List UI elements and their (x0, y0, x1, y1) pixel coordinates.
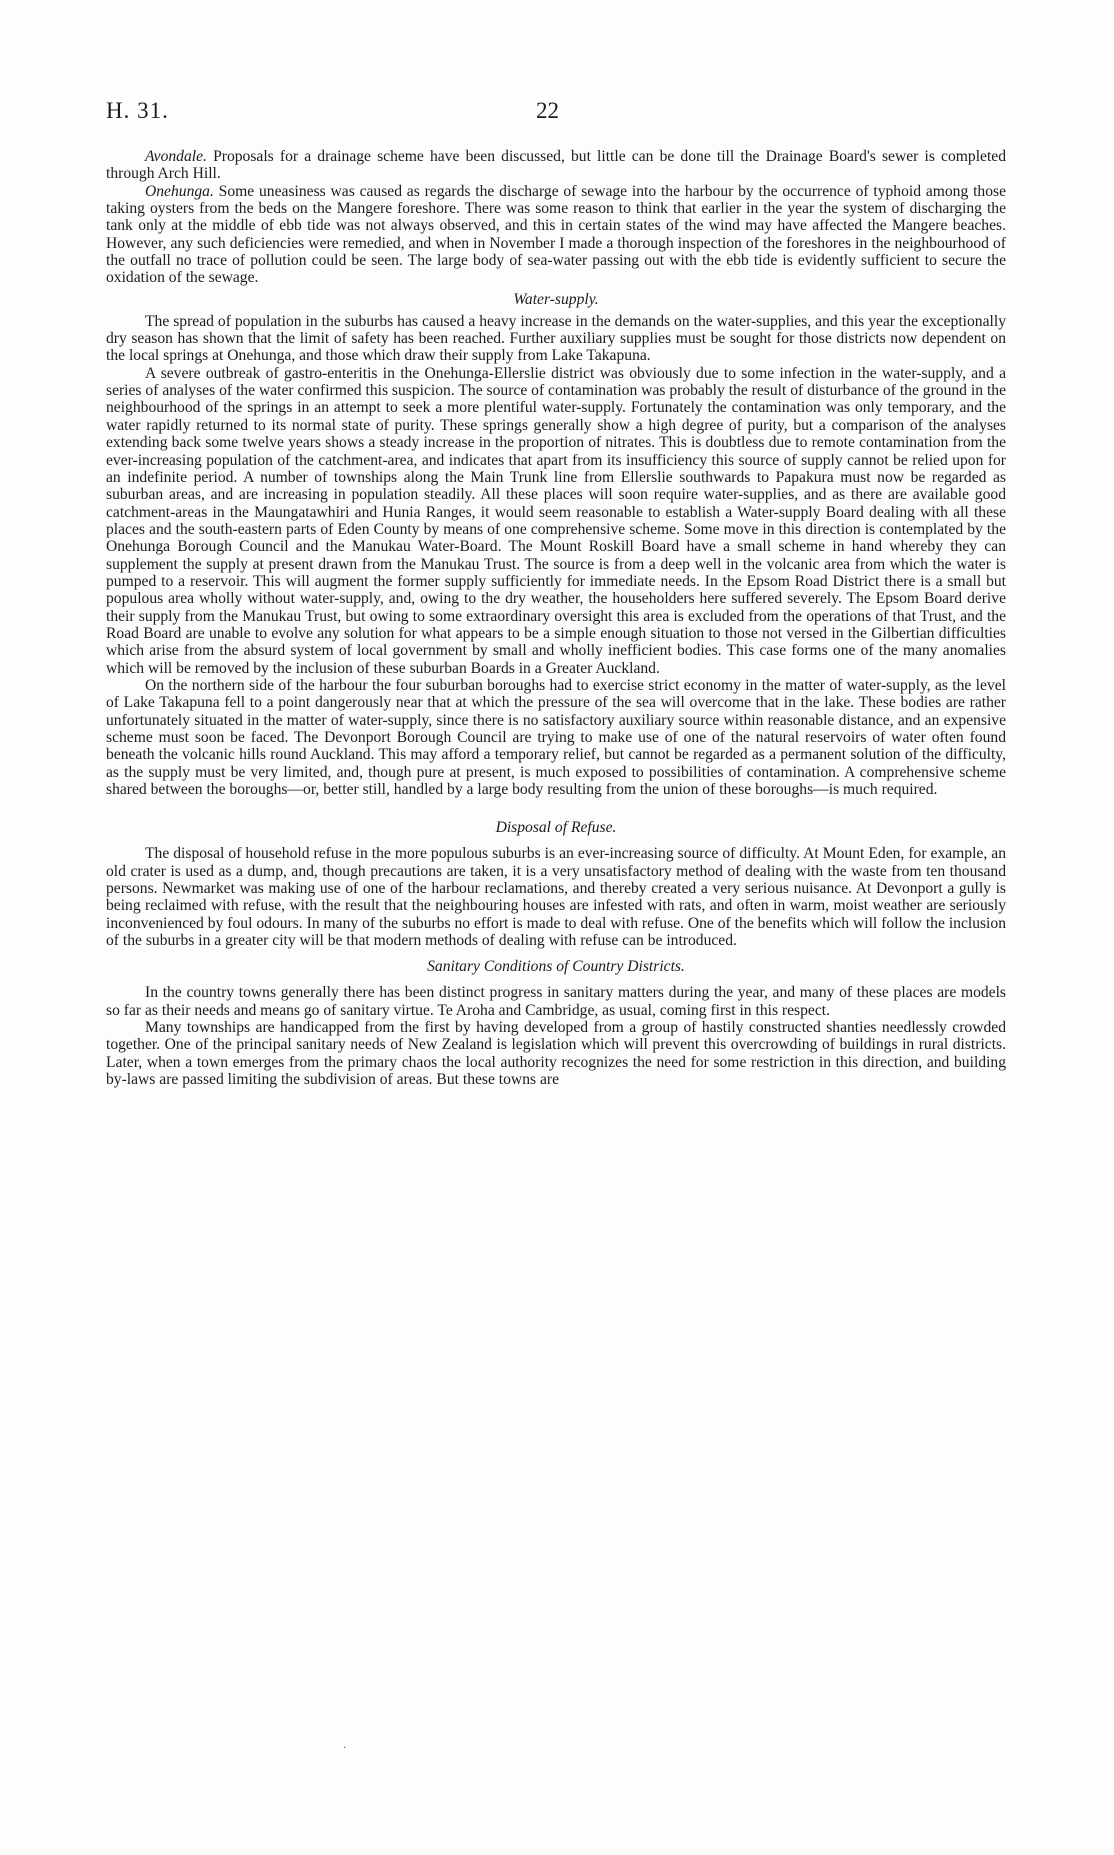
paragraph (106, 984, 1006, 1019)
paragraph-text: The spread of population in the suburbs has caused a heavy increase in the demands on the water-supplies, and this year the exceptionally dry season has shown that the limit of safety has been reached. Further auxiliary supplies must be sought for those districts now dependent on the local springs at Onehunga, and those which draw their supply from Lake Takapuna. (106, 312, 1006, 365)
paragraph-text: Many townships are handicapped from the first by having developed from a group of hastily constructed shanties needlessly crowded together. One of the principal sanitary needs of New Zealand is legislation which will prevent this overcrowding of buildings in rural districts. Later, when a town emerges from the primary chaos the local authority recognizes the need for some restriction in this direction, and building by-laws are passed limiting the subdivision of areas. But these towns are (106, 1019, 1006, 1089)
paragraph-text: Proposals for a drainage scheme have been discussed, but little can be done till the Drainage Board's sewer is completed through Arch Hill. (106, 148, 1006, 183)
section-heading: Water-supply. (513, 290, 599, 308)
paragraph (106, 148, 1006, 183)
report-code: H. 31. (106, 98, 169, 123)
paragraph (106, 313, 1006, 365)
paragraph-text: On the northern side of the harbour the four suburban boroughs had to exercise strict economy in the matter of water-supply, as the level of Lake Takapuna fell to a point dangerously near that at which the pressure of the sea will overcome that in the lake. These bodies are rather unfortunately situated in the matter of water-supply, since there is no satisfactory auxiliary source within reasonable distance, and an expensive scheme must soon be faced. The Devonport Borough Council are trying to make use of one of the natural reservoirs of water often found beneath the volcanic hills round Auckland. This may afford a temporary relief, but cannot be regarded as a permanent solution of the difficulty, as the supply must be very limited, and, though pure at present, is much exposed to possibilities of contamination. A comprehensive scheme shared between the boroughs—or, better still, handled by a large body resulting from the union of these boroughs—is much required. (106, 676, 1006, 799)
paragraph-text: In the country towns generally there has been distinct progress in sanitary matters during the year, and many of these places are models so far as their needs and means go of sanitary virtue. Te Aroha and Cambridge, as usual, coming first in this respect. (106, 984, 1006, 1019)
page-header (106, 98, 1006, 138)
page-number: 22 (536, 98, 559, 123)
paragraph-lead: Avondale. (145, 148, 207, 165)
paragraph-text: The disposal of household refuse in the more populous suburbs is an ever-increasing source of difficulty. At Mount Eden, for example, an old crater is used as a dump, and, though precautions are taken, it is a very unsatisfactory method of dealing with the waste from ten thousand persons. Newmarket was making use of one of the harbour reclamations, and thereby created a very serious nuisance. At Devonport a gully is being reclaimed with refuse, with the result that the neighbouring houses are infested with rats, and often in warm, moist weather are seriously inconvenienced by foul odours. In many of the suburbs no effort is made to deal with refuse. One of the benefits which will follow the inclusion of the suburbs in a greater city will be that modern methods of dealing with refuse can be introduced. (106, 845, 1006, 950)
stray-mark: · (343, 1743, 347, 1754)
section-heading: Sanitary Conditions of Country Districts. (427, 958, 685, 976)
paragraph-lead: Onehunga. (145, 182, 214, 200)
paragraph (106, 677, 1006, 798)
paragraph-text: Some uneasiness was caused as regards the discharge of sewage into the harbour by the occurrence of typhoid among those taking oysters from the beds on the Mangere foreshore. There was some reason to think that earlier in the year the system of discharging the tank only at the middle of ebb tide was not always observed, and this in certain states of the wind may have affected the Mangere beaches. However, any such deficiencies were remedied, and when in November I made a thorough inspection of the foreshores in the neighbourhood of the outfall no trace of pollution could be seen. The large body of sea-water passing out with the ebb tide is evidently sufficient to secure the oxidation of the sewage. (106, 182, 1006, 287)
paragraph (106, 365, 1006, 677)
paragraph (106, 183, 1006, 287)
body-text (106, 148, 1006, 1089)
paragraph (106, 1019, 1006, 1088)
section-heading: Disposal of Refuse. (495, 819, 617, 837)
paragraph-text: A severe outbreak of gastro-enteritis in the Onehunga-Ellerslie district was obviously due to some infection in the water-supply, and a series of analyses of the water confirmed this suspicion. The source of contamination was probably the result of disturbance of the ground in the neighbourhood of the springs in an attempt to seek a more plentiful water-supply. Fortunately the contamination was only temporary, and the water rapidly returned to its normal state of purity. These springs generally show a high degree of purity, but a comparison of the analyses extending back some twelve years shows a steady increase in the proportion of nitrates. This is doubtless due to remote contamination from the ever-increasing population of the catchment-area, and indicates that apart from its insufficiency this source of supply cannot be relied upon for an indefinite period. A number of townships along the Main Trunk line from Ellerslie southwards to Papakura must now be regarded as suburban areas, and are increasing in population steadily. All these places will soon require water-supplies, and as there are available good catchment-areas in the Maungatawhiri and Hunia Ranges, it would seem reasonable to establish a Water-supply Board dealing with all these places and the south-eastern parts of Eden County by means of one comprehensive scheme. Some move in this direction is contemplated by the Onehunga Borough Council and the Manukau Water-Board. The Mount Roskill Board have a small scheme in hand whereby they can supplement the supply at present drawn from the Manukau Trust. The source is from a deep well in the volcanic area from which the water is pumped to a reservoir. This will augment the former supply sufficiently for immediate needs. In the Epsom Road District there is a small but populous area wholly without water-supply, and, owing to the dry weather, the householders here suffered severely. The Epsom Board derive their supply from the Manukau Trust, but owing to some extraordinary oversight this area is excluded from the operations of that Trust, and the Road Board are unable to evolve any solution for what appears to be a simple enough situation to those not versed in the Gilbertian difficulties which arise from the absurd system of local government by small and wholly inefficient bodies. This case forms one of the many anomalies which will be removed by the inclusion of these suburban Boards in a Greater Auckland. (106, 364, 1006, 677)
paragraph (106, 845, 1006, 949)
